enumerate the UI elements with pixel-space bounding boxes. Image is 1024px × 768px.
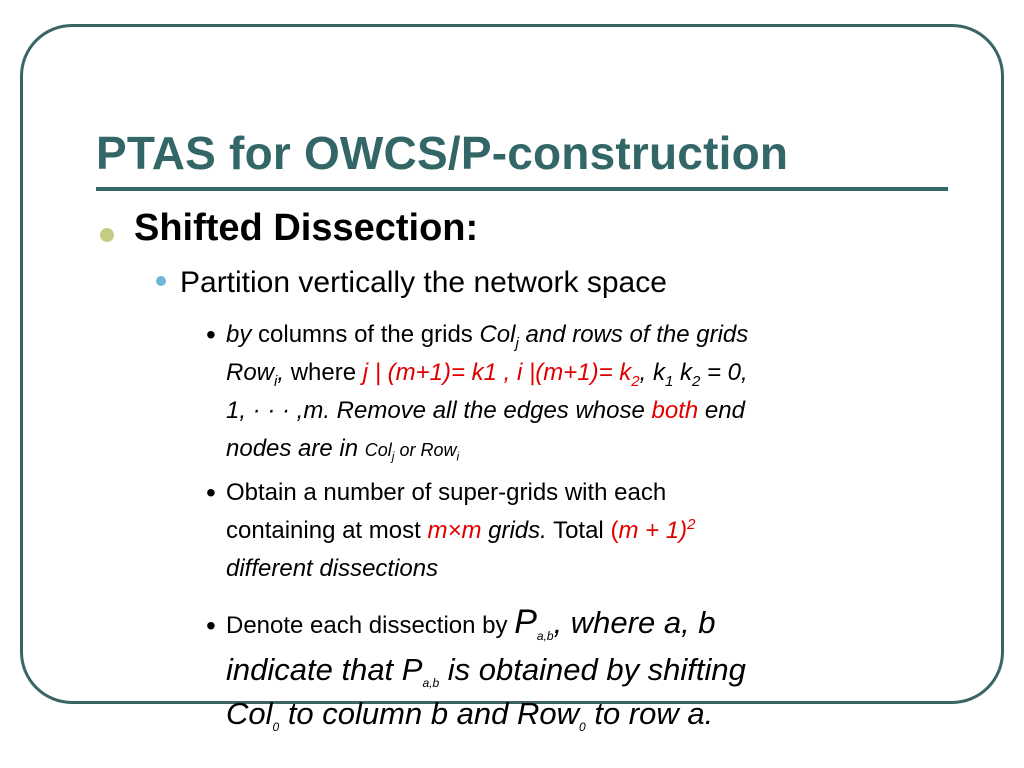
title-underline: [96, 187, 948, 191]
level3-bullet-icon: •: [206, 477, 216, 508]
level3-item-super-grids: [206, 474, 926, 588]
level3-bullet-icon: •: [206, 319, 216, 350]
item-1-text: by columns of the grids Col$_j$ and rows of the grids Row$_i$, where j | (m+1)= k1 , i $|(m+1)= k_2$, $k_1$ $k_2 = 0$, 1, · · · ,m. Remove all the edges whose both end nodes are in Col$_j$ or Row$_i$: [226, 321, 749, 464]
level1-heading: Shifted Dissection:: [134, 207, 479, 249]
level3-item-columns-rows: [206, 316, 926, 469]
level3-bullet-icon: •: [206, 610, 216, 641]
item-3-text: Denote each dissection by $P_{a,b}$, where a, b indicate that $P_{a,b}$ is obtained by shifting Col$_0$ to column b and Row$_0$ to row a.: [226, 603, 746, 735]
level1-bullet-icon: [100, 228, 114, 242]
slide-title: PTAS for OWCS/P-construction: [96, 127, 789, 179]
level2-text: Partition vertically the network space: [180, 266, 667, 299]
item-2-text: Obtain a number of super-grids with each containing at most m×m grids. Total $(m + 1)^2$ different dissections: [226, 479, 696, 582]
level2-bullet-icon: [156, 276, 166, 286]
level3-item-denote-dissection: [206, 600, 926, 736]
